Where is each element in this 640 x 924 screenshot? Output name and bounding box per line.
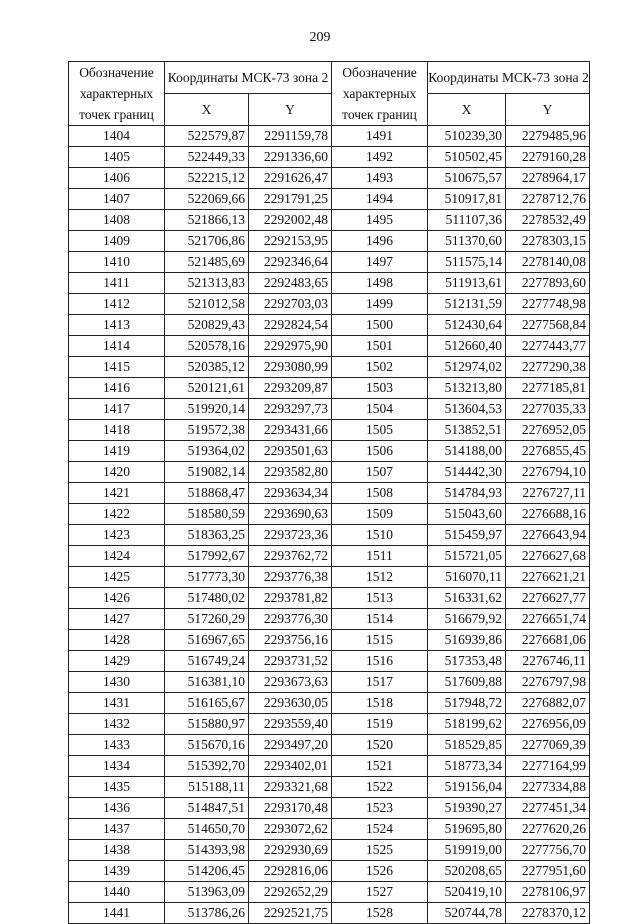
point-id-right: 1501 bbox=[332, 336, 428, 357]
y-value-right: 2276727,11 bbox=[506, 483, 590, 504]
x-value-left: 515880,97 bbox=[165, 714, 249, 735]
y-value-right: 2277568,84 bbox=[506, 315, 590, 336]
point-label-header-right: Обозначение характерных точек границ bbox=[332, 62, 428, 126]
y-value-left: 2293673,63 bbox=[249, 672, 332, 693]
x-value-right: 514442,30 bbox=[428, 462, 506, 483]
y-value-right: 2277893,60 bbox=[506, 273, 590, 294]
coords-group-header-left: Координаты МСК-73 зона 2 bbox=[165, 62, 332, 94]
y-value-right: 2276952,05 bbox=[506, 420, 590, 441]
x-value-right: 516331,62 bbox=[428, 588, 506, 609]
coords-group-header-right: Координаты МСК-73 зона 2 bbox=[428, 62, 590, 94]
table-row bbox=[69, 252, 590, 273]
table-row bbox=[69, 441, 590, 462]
table-row bbox=[69, 567, 590, 588]
table-row bbox=[69, 231, 590, 252]
x-value-right: 517353,48 bbox=[428, 651, 506, 672]
x-header-left: X bbox=[165, 94, 249, 126]
y-value-right: 2276746,11 bbox=[506, 651, 590, 672]
x-value-right: 515459,97 bbox=[428, 525, 506, 546]
x-value-right: 514188,00 bbox=[428, 441, 506, 462]
point-id-right: 1512 bbox=[332, 567, 428, 588]
point-id-right: 1511 bbox=[332, 546, 428, 567]
point-id-left: 1416 bbox=[69, 378, 165, 399]
point-id-right: 1507 bbox=[332, 462, 428, 483]
point-id-left: 1437 bbox=[69, 819, 165, 840]
point-id-left: 1428 bbox=[69, 630, 165, 651]
x-value-left: 520829,43 bbox=[165, 315, 249, 336]
y-value-right: 2279485,96 bbox=[506, 126, 590, 147]
y-value-right: 2276794,10 bbox=[506, 462, 590, 483]
y-value-left: 2293634,34 bbox=[249, 483, 332, 504]
y-value-right: 2277334,88 bbox=[506, 777, 590, 798]
x-value-left: 519082,14 bbox=[165, 462, 249, 483]
table-row bbox=[69, 672, 590, 693]
x-value-left: 517260,29 bbox=[165, 609, 249, 630]
y-value-right: 2276855,45 bbox=[506, 441, 590, 462]
table-row bbox=[69, 798, 590, 819]
y-value-left: 2291791,25 bbox=[249, 189, 332, 210]
table-row bbox=[69, 525, 590, 546]
x-value-left: 522069,66 bbox=[165, 189, 249, 210]
y-value-right: 2276651,74 bbox=[506, 609, 590, 630]
x-value-left: 515188,11 bbox=[165, 777, 249, 798]
y-value-left: 2291626,47 bbox=[249, 168, 332, 189]
x-value-right: 513213,80 bbox=[428, 378, 506, 399]
point-id-left: 1413 bbox=[69, 315, 165, 336]
point-id-left: 1419 bbox=[69, 441, 165, 462]
point-id-left: 1414 bbox=[69, 336, 165, 357]
point-id-right: 1524 bbox=[332, 819, 428, 840]
point-id-left: 1441 bbox=[69, 903, 165, 924]
point-id-right: 1492 bbox=[332, 147, 428, 168]
x-value-left: 519572,38 bbox=[165, 420, 249, 441]
point-label-header-left: Обозначение характерных точек границ bbox=[69, 62, 165, 126]
point-id-right: 1525 bbox=[332, 840, 428, 861]
point-id-right: 1495 bbox=[332, 210, 428, 231]
point-id-left: 1430 bbox=[69, 672, 165, 693]
x-value-right: 518529,85 bbox=[428, 735, 506, 756]
y-value-right: 2276688,16 bbox=[506, 504, 590, 525]
x-value-right: 516939,86 bbox=[428, 630, 506, 651]
x-value-right: 511107,36 bbox=[428, 210, 506, 231]
x-value-left: 522579,87 bbox=[165, 126, 249, 147]
point-id-right: 1520 bbox=[332, 735, 428, 756]
x-value-left: 520578,16 bbox=[165, 336, 249, 357]
x-value-left: 514847,51 bbox=[165, 798, 249, 819]
y-value-left: 2293582,80 bbox=[249, 462, 332, 483]
x-value-left: 516967,65 bbox=[165, 630, 249, 651]
x-value-right: 510502,45 bbox=[428, 147, 506, 168]
table-row bbox=[69, 168, 590, 189]
y-value-left: 2292816,06 bbox=[249, 861, 332, 882]
x-value-right: 520744,78 bbox=[428, 903, 506, 924]
point-id-left: 1432 bbox=[69, 714, 165, 735]
point-id-right: 1508 bbox=[332, 483, 428, 504]
point-id-right: 1515 bbox=[332, 630, 428, 651]
table-row bbox=[69, 735, 590, 756]
y-value-left: 2293690,63 bbox=[249, 504, 332, 525]
table-row bbox=[69, 483, 590, 504]
y-value-left: 2292483,65 bbox=[249, 273, 332, 294]
table-row bbox=[69, 462, 590, 483]
y-value-left: 2293776,30 bbox=[249, 609, 332, 630]
x-value-right: 512974,02 bbox=[428, 357, 506, 378]
y-value-left: 2293501,63 bbox=[249, 441, 332, 462]
page-number: 209 bbox=[309, 30, 331, 45]
y-value-right: 2277748,98 bbox=[506, 294, 590, 315]
table-row bbox=[69, 336, 590, 357]
table-row bbox=[69, 210, 590, 231]
x-value-right: 510239,30 bbox=[428, 126, 506, 147]
y-value-right: 2276627,68 bbox=[506, 546, 590, 567]
table-row bbox=[69, 756, 590, 777]
table-row bbox=[69, 609, 590, 630]
point-id-left: 1420 bbox=[69, 462, 165, 483]
y-value-right: 2276797,98 bbox=[506, 672, 590, 693]
point-id-right: 1502 bbox=[332, 357, 428, 378]
x-value-right: 519156,04 bbox=[428, 777, 506, 798]
point-id-left: 1418 bbox=[69, 420, 165, 441]
point-id-right: 1509 bbox=[332, 504, 428, 525]
y-value-left: 2292521,75 bbox=[249, 903, 332, 924]
point-id-left: 1425 bbox=[69, 567, 165, 588]
x-value-left: 514393,98 bbox=[165, 840, 249, 861]
table-row bbox=[69, 126, 590, 147]
y-value-right: 2277451,34 bbox=[506, 798, 590, 819]
x-value-right: 519695,80 bbox=[428, 819, 506, 840]
x-value-left: 517992,67 bbox=[165, 546, 249, 567]
x-value-left: 517480,02 bbox=[165, 588, 249, 609]
y-value-right: 2277290,38 bbox=[506, 357, 590, 378]
point-id-left: 1427 bbox=[69, 609, 165, 630]
y-value-left: 2292703,03 bbox=[249, 294, 332, 315]
x-value-right: 518199,62 bbox=[428, 714, 506, 735]
y-value-right: 2276681,06 bbox=[506, 630, 590, 651]
y-value-right: 2277756,70 bbox=[506, 840, 590, 861]
y-value-right: 2276643,94 bbox=[506, 525, 590, 546]
x-value-right: 519919,00 bbox=[428, 840, 506, 861]
point-id-left: 1421 bbox=[69, 483, 165, 504]
coordinates-table bbox=[68, 61, 590, 924]
point-id-right: 1496 bbox=[332, 231, 428, 252]
table-row bbox=[69, 714, 590, 735]
point-id-left: 1439 bbox=[69, 861, 165, 882]
y-value-left: 2293170,48 bbox=[249, 798, 332, 819]
point-id-left: 1429 bbox=[69, 651, 165, 672]
x-header-right: X bbox=[428, 94, 506, 126]
x-value-left: 518868,47 bbox=[165, 483, 249, 504]
x-value-right: 519390,27 bbox=[428, 798, 506, 819]
y-value-left: 2293762,72 bbox=[249, 546, 332, 567]
x-value-right: 511370,60 bbox=[428, 231, 506, 252]
point-id-left: 1438 bbox=[69, 840, 165, 861]
point-id-left: 1431 bbox=[69, 693, 165, 714]
x-value-right: 514784,93 bbox=[428, 483, 506, 504]
y-value-right: 2278964,17 bbox=[506, 168, 590, 189]
y-value-left: 2292346,64 bbox=[249, 252, 332, 273]
x-value-left: 515670,16 bbox=[165, 735, 249, 756]
x-value-right: 520419,10 bbox=[428, 882, 506, 903]
y-value-left: 2293731,52 bbox=[249, 651, 332, 672]
point-id-left: 1436 bbox=[69, 798, 165, 819]
table-row bbox=[69, 777, 590, 798]
point-id-left: 1435 bbox=[69, 777, 165, 798]
point-id-right: 1526 bbox=[332, 861, 428, 882]
x-value-left: 520121,61 bbox=[165, 378, 249, 399]
y-value-left: 2293497,20 bbox=[249, 735, 332, 756]
y-value-right: 2278303,15 bbox=[506, 231, 590, 252]
table-row bbox=[69, 273, 590, 294]
x-value-left: 516381,10 bbox=[165, 672, 249, 693]
point-id-right: 1516 bbox=[332, 651, 428, 672]
y-value-left: 2293723,36 bbox=[249, 525, 332, 546]
table-row bbox=[69, 357, 590, 378]
point-id-left: 1440 bbox=[69, 882, 165, 903]
y-value-left: 2292975,90 bbox=[249, 336, 332, 357]
table-row bbox=[69, 588, 590, 609]
x-value-left: 518363,25 bbox=[165, 525, 249, 546]
x-value-left: 521313,83 bbox=[165, 273, 249, 294]
point-id-right: 1499 bbox=[332, 294, 428, 315]
y-value-left: 2293402,01 bbox=[249, 756, 332, 777]
x-value-right: 512131,59 bbox=[428, 294, 506, 315]
y-value-right: 2277185,81 bbox=[506, 378, 590, 399]
x-value-right: 518773,34 bbox=[428, 756, 506, 777]
table-row bbox=[69, 546, 590, 567]
x-value-right: 520208,65 bbox=[428, 861, 506, 882]
point-id-right: 1503 bbox=[332, 378, 428, 399]
x-value-left: 521485,69 bbox=[165, 252, 249, 273]
point-id-right: 1498 bbox=[332, 273, 428, 294]
point-id-right: 1493 bbox=[332, 168, 428, 189]
table-row bbox=[69, 420, 590, 441]
x-value-right: 510917,81 bbox=[428, 189, 506, 210]
point-id-left: 1433 bbox=[69, 735, 165, 756]
point-id-left: 1412 bbox=[69, 294, 165, 315]
table-row bbox=[69, 630, 590, 651]
y-value-left: 2292153,95 bbox=[249, 231, 332, 252]
table-body bbox=[69, 126, 590, 924]
point-id-right: 1491 bbox=[332, 126, 428, 147]
y-value-right: 2276956,09 bbox=[506, 714, 590, 735]
y-value-left: 2293559,40 bbox=[249, 714, 332, 735]
y-value-left: 2292824,54 bbox=[249, 315, 332, 336]
x-value-left: 513963,09 bbox=[165, 882, 249, 903]
y-value-left: 2293431,66 bbox=[249, 420, 332, 441]
table-row bbox=[69, 147, 590, 168]
point-id-right: 1504 bbox=[332, 399, 428, 420]
table-row bbox=[69, 651, 590, 672]
y-value-right: 2277035,33 bbox=[506, 399, 590, 420]
x-value-right: 517948,72 bbox=[428, 693, 506, 714]
point-id-right: 1494 bbox=[332, 189, 428, 210]
point-id-left: 1408 bbox=[69, 210, 165, 231]
x-value-left: 513786,26 bbox=[165, 903, 249, 924]
point-id-right: 1522 bbox=[332, 777, 428, 798]
y-value-right: 2278712,76 bbox=[506, 189, 590, 210]
x-value-left: 514206,45 bbox=[165, 861, 249, 882]
y-value-left: 2292930,69 bbox=[249, 840, 332, 861]
x-value-right: 512430,64 bbox=[428, 315, 506, 336]
point-id-left: 1426 bbox=[69, 588, 165, 609]
table-row bbox=[69, 819, 590, 840]
y-header-right: Y bbox=[506, 94, 590, 126]
x-value-right: 515043,60 bbox=[428, 504, 506, 525]
point-id-left: 1415 bbox=[69, 357, 165, 378]
table-row bbox=[69, 882, 590, 903]
table-row bbox=[69, 693, 590, 714]
point-id-left: 1410 bbox=[69, 252, 165, 273]
x-value-left: 515392,70 bbox=[165, 756, 249, 777]
x-value-left: 518580,59 bbox=[165, 504, 249, 525]
table-row bbox=[69, 315, 590, 336]
point-id-right: 1510 bbox=[332, 525, 428, 546]
x-value-left: 516165,67 bbox=[165, 693, 249, 714]
y-value-left: 2293630,05 bbox=[249, 693, 332, 714]
y-value-right: 2277164,99 bbox=[506, 756, 590, 777]
y-value-left: 2293781,82 bbox=[249, 588, 332, 609]
y-value-left: 2293776,38 bbox=[249, 567, 332, 588]
y-value-right: 2279160,28 bbox=[506, 147, 590, 168]
table-row bbox=[69, 399, 590, 420]
x-value-right: 511575,14 bbox=[428, 252, 506, 273]
y-value-left: 2291159,78 bbox=[249, 126, 332, 147]
point-id-left: 1423 bbox=[69, 525, 165, 546]
x-value-left: 522449,33 bbox=[165, 147, 249, 168]
y-value-right: 2277620,26 bbox=[506, 819, 590, 840]
table-row bbox=[69, 294, 590, 315]
y-value-left: 2293080,99 bbox=[249, 357, 332, 378]
x-value-left: 521866,13 bbox=[165, 210, 249, 231]
point-id-right: 1527 bbox=[332, 882, 428, 903]
point-id-left: 1406 bbox=[69, 168, 165, 189]
y-value-left: 2293209,87 bbox=[249, 378, 332, 399]
x-value-right: 515721,05 bbox=[428, 546, 506, 567]
table-row bbox=[69, 189, 590, 210]
point-id-left: 1404 bbox=[69, 126, 165, 147]
table-header bbox=[69, 62, 590, 126]
y-value-right: 2277069,39 bbox=[506, 735, 590, 756]
x-value-right: 516070,11 bbox=[428, 567, 506, 588]
y-value-right: 2278106,97 bbox=[506, 882, 590, 903]
point-id-right: 1518 bbox=[332, 693, 428, 714]
y-value-left: 2293297,73 bbox=[249, 399, 332, 420]
x-value-right: 513604,53 bbox=[428, 399, 506, 420]
table-row bbox=[69, 840, 590, 861]
x-value-right: 510675,57 bbox=[428, 168, 506, 189]
x-value-right: 516679,92 bbox=[428, 609, 506, 630]
y-value-left: 2293321,68 bbox=[249, 777, 332, 798]
point-id-left: 1407 bbox=[69, 189, 165, 210]
x-value-left: 516749,24 bbox=[165, 651, 249, 672]
point-id-right: 1497 bbox=[332, 252, 428, 273]
x-value-left: 520385,12 bbox=[165, 357, 249, 378]
point-id-right: 1514 bbox=[332, 609, 428, 630]
point-id-left: 1409 bbox=[69, 231, 165, 252]
point-id-left: 1424 bbox=[69, 546, 165, 567]
point-id-left: 1411 bbox=[69, 273, 165, 294]
y-value-left: 2291336,60 bbox=[249, 147, 332, 168]
x-value-left: 522215,12 bbox=[165, 168, 249, 189]
point-id-right: 1506 bbox=[332, 441, 428, 462]
x-value-right: 512660,40 bbox=[428, 336, 506, 357]
y-value-right: 2278370,12 bbox=[506, 903, 590, 924]
y-value-right: 2277951,60 bbox=[506, 861, 590, 882]
y-value-left: 2292652,29 bbox=[249, 882, 332, 903]
x-value-left: 514650,70 bbox=[165, 819, 249, 840]
point-id-right: 1528 bbox=[332, 903, 428, 924]
point-id-left: 1405 bbox=[69, 147, 165, 168]
x-value-left: 521706,86 bbox=[165, 231, 249, 252]
point-id-right: 1513 bbox=[332, 588, 428, 609]
x-value-left: 519920,14 bbox=[165, 399, 249, 420]
y-value-left: 2293072,62 bbox=[249, 819, 332, 840]
table-row bbox=[69, 378, 590, 399]
x-value-right: 511913,61 bbox=[428, 273, 506, 294]
x-value-left: 519364,02 bbox=[165, 441, 249, 462]
x-value-right: 513852,51 bbox=[428, 420, 506, 441]
x-value-right: 517609,88 bbox=[428, 672, 506, 693]
table-row bbox=[69, 903, 590, 924]
x-value-left: 517773,30 bbox=[165, 567, 249, 588]
y-value-right: 2276882,07 bbox=[506, 693, 590, 714]
x-value-left: 521012,58 bbox=[165, 294, 249, 315]
y-value-left: 2292002,48 bbox=[249, 210, 332, 231]
point-id-right: 1521 bbox=[332, 756, 428, 777]
point-id-right: 1519 bbox=[332, 714, 428, 735]
y-value-left: 2293756,16 bbox=[249, 630, 332, 651]
point-id-right: 1505 bbox=[332, 420, 428, 441]
point-id-right: 1500 bbox=[332, 315, 428, 336]
point-id-left: 1417 bbox=[69, 399, 165, 420]
point-id-right: 1523 bbox=[332, 798, 428, 819]
table-row bbox=[69, 861, 590, 882]
y-value-right: 2277443,77 bbox=[506, 336, 590, 357]
y-value-right: 2276627,77 bbox=[506, 588, 590, 609]
y-value-right: 2278140,08 bbox=[506, 252, 590, 273]
point-id-left: 1434 bbox=[69, 756, 165, 777]
table-row bbox=[69, 504, 590, 525]
y-value-right: 2276621,21 bbox=[506, 567, 590, 588]
point-id-right: 1517 bbox=[332, 672, 428, 693]
y-header-left: Y bbox=[249, 94, 332, 126]
point-id-left: 1422 bbox=[69, 504, 165, 525]
y-value-right: 2278532,49 bbox=[506, 210, 590, 231]
